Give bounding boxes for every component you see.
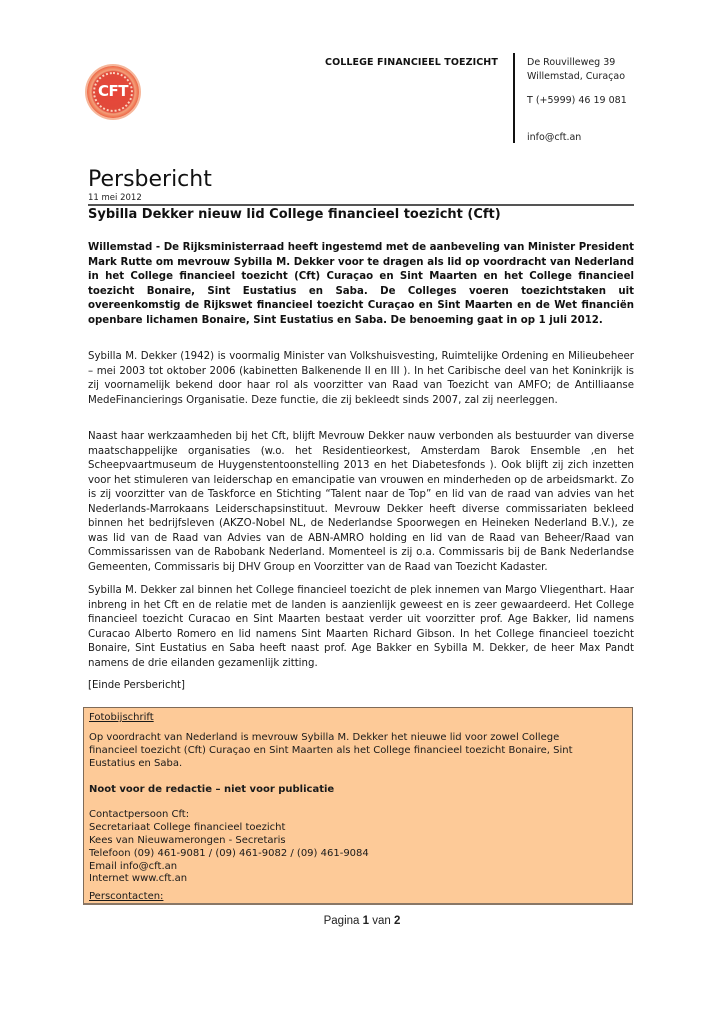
press-contacts-heading: Perscontacten: — [89, 891, 164, 902]
end-marker: [Einde Persbericht] — [88, 680, 185, 691]
page-footer — [0, 915, 724, 927]
cft-logo — [87, 66, 139, 118]
info-box — [83, 707, 633, 905]
contact-web: Internet www.cft.an — [89, 873, 188, 884]
page-of: van — [372, 915, 391, 927]
document-type-title: Persbericht — [88, 167, 212, 192]
letterhead-divider — [513, 53, 515, 143]
photo-caption-heading: Fotobijschrift — [89, 712, 154, 723]
page-label: Pagina — [323, 915, 360, 927]
contact-phone: Telefoon (09) 461-9081 / (09) 461-9082 / (09) 461-9084 — [89, 848, 369, 859]
address-city: Willemstad, Curaçao — [527, 71, 626, 82]
photo-caption-line: Eustatius en Saba. — [89, 758, 183, 769]
phone-number: T (+5999) 46 19 081 — [527, 95, 627, 106]
logo-text: CFT — [98, 82, 128, 100]
organization-name: COLLEGE FINANCIEEL TOEZICHT — [325, 57, 498, 68]
photo-caption-line: Op voordracht van Nederland is mevrouw Sybilla M. Dekker het nieuwe lid voor zowel College — [89, 732, 560, 743]
contact-person: Kees van Nieuwamerongen - Secretaris — [89, 835, 286, 846]
address-street: De Rouvilleweg 39 — [527, 57, 616, 68]
contact-email-line: Email info@cft.an — [89, 861, 178, 872]
headline: Sybilla Dekker nieuw lid College financieel toezicht (Cft) — [88, 207, 501, 222]
editor-note: Noot voor de redactie – niet voor publicatie — [89, 784, 335, 795]
contact-heading: Contactpersoon Cft: — [89, 809, 190, 820]
body-paragraph: Sybilla M. Dekker zal binnen het College financieel toezicht de plek innemen van Margo Vliegenthart. Haar inbreng in het Cft en de relatie met de landen is aanzienlijk geweest en is zeer gewaardeerd. Het College financieel toezicht Curacao en Sint Maarten bestaat verder uit voorzitter prof. Age Bakker, lid namens Curacao Alberto Romero en lid namens Sint Maarten Richard Gibson. In het College financieel toezicht Bonaire, Sint Eustatius en Saba heeft naast prof. Age Bakker en Sybilla M. Dekker, de heer Max Pandt namens de drie eilanden gezamenlijk zitting. — [88, 585, 634, 669]
body-paragraph: Sybilla M. Dekker (1942) is voormalig Minister van Volkshuisvesting, Ruimtelijke Ordening en Milieubeheer – mei 2003 tot oktober 2006 (kabinetten Balkenende II en III ). In het Caribische deel van het Koninkrijk is zij voornamelijk bekend door haar rol als voorzitter van Raad van Toezicht van AMFO; de Antilliaanse MedeFinancierings Organisatie. Deze functie, die zij bekleedt sinds 2007, zal zij neerleggen. — [88, 351, 634, 406]
body-paragraph: Naast haar werkzaamheden bij het Cft, blijft Mevrouw Dekker nauw verbonden als bestuurder van diverse maatschappelijke organisaties (w.o. het Residentieorkest, Amsterdam Barok Ensemble ,en het Scheepvaartmuseum de Huygenstentoonstelling 2013 en het Diabetesfonds ). Ook blijft zij zich inzetten voor het stimuleren van leiderschap en emancipatie van vrouwen en minderheden op de arbeidsmarkt. Zo is zij voorzitter van de Taskforce en Stichting “Talent naar de Top” en lid van de raad van advies van het Nederlands-Marrokaans Leiderschapsinstituut. Mevrouw Dekker heeft diverse commissariaten bekleed binnen het bedrijfsleven (AKZO-Nobel NL, de Nederlandse Spoorwegen en Heineken Nederland B.V.), ze was lid van de Raad van Advies van de ABN-AMRO holding en lid van de Raad van Beheer/Raad van Commissarissen van de Rabobank Nederland. Momenteel is zij o.a. Commissaris bij de Bank Nederlandse Gemeenten, Commissaris bij DHV Group en Voorzitter van de Raad van Toezicht Kadaster. — [88, 431, 634, 573]
page-total: 2 — [393, 915, 401, 927]
contact-email: info@cft.an — [527, 132, 582, 143]
page-current: 1 — [362, 915, 370, 927]
document-date: 11 mei 2012 — [88, 193, 142, 203]
title-divider — [88, 204, 634, 206]
contact-organization: Secretariaat College financieel toezicht — [89, 822, 286, 833]
photo-caption-line: financieel toezicht (Cft) Curaçao en Sint Maarten als het College financieel toezicht Bonaire, Sint — [89, 745, 573, 756]
lead-paragraph: Willemstad - De Rijksministerraad heeft ingestemd met de aanbeveling van Minister President Mark Rutte om mevrouw Sybilla M. Dekker voor te dragen als lid op voordracht van Nederland in het College financieel toezicht (Cft) Curaçao en Sint Maarten en het College financieel toezicht Bonaire, Sint Eustatius en Saba. De Colleges voeren toezichtstaken uit overeenkomstig de Rijkswet financieel toezicht Curaçao en Sint Maarten en de Wet financiën openbare lichamen Bonaire, Sint Eustatius en Saba. De benoeming gaat in op 1 juli 2012. — [88, 242, 634, 326]
